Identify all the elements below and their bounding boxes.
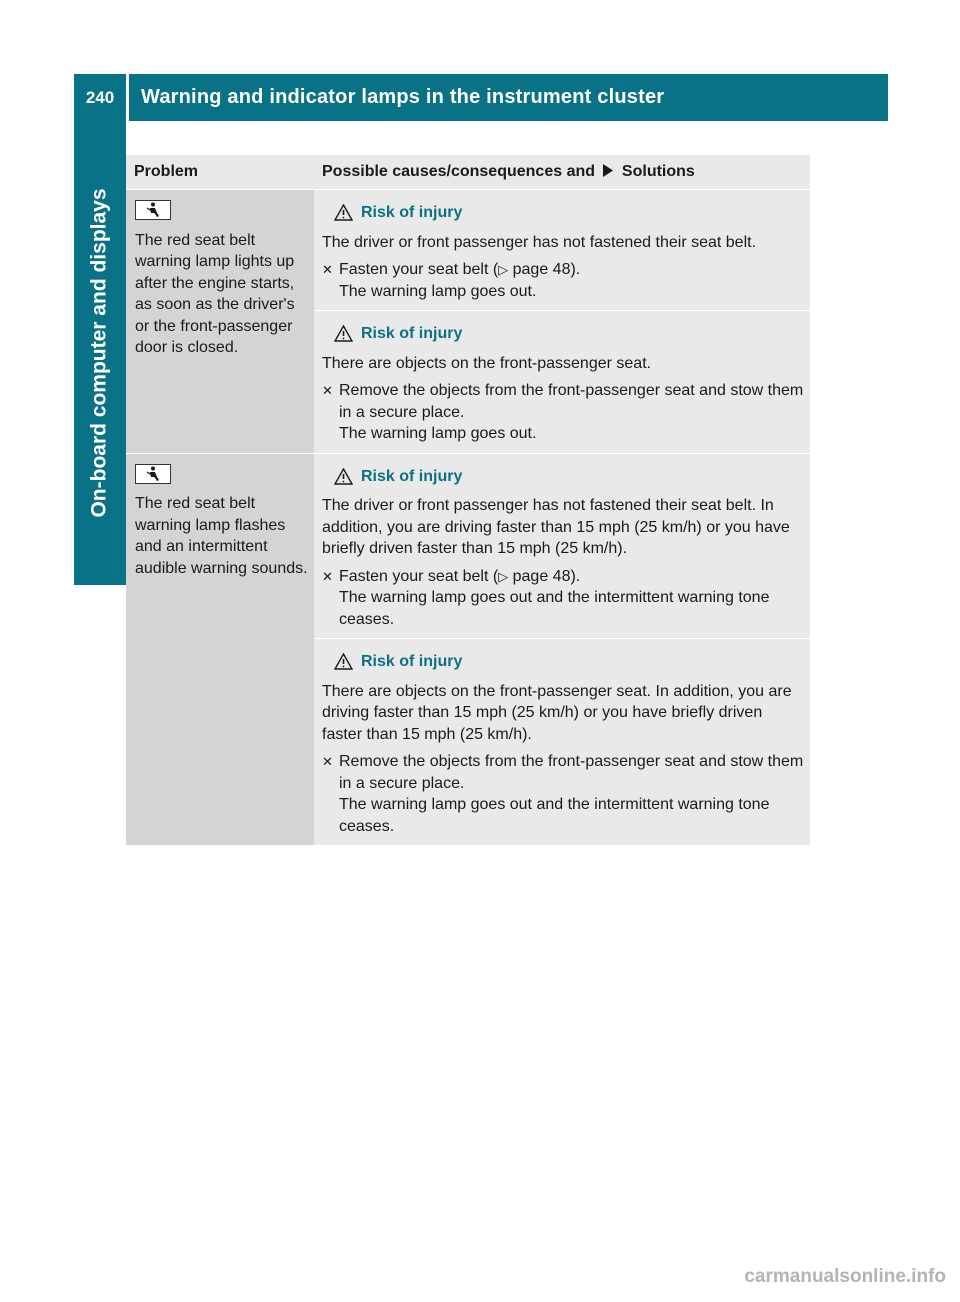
problem-text: The red seat belt warning lamp lights up after the engine starts, as soon as the driver's or the front-passenger door is closed. xyxy=(135,231,295,356)
step-text: Remove the objects from the front-passenger seat and stow them in a secure place. xyxy=(339,382,804,421)
side-tab-label-wrap xyxy=(74,121,126,585)
step-arrow-icon: ✕ xyxy=(322,262,333,277)
warning-triangle-icon xyxy=(334,653,353,670)
warning-table xyxy=(126,155,810,845)
step-arrow-icon: ✕ xyxy=(322,383,333,398)
solution-cell xyxy=(314,311,810,454)
step-text: Fasten your seat belt ( xyxy=(339,567,499,585)
col-header-solutions-text: Solutions xyxy=(621,163,695,180)
warning-triangle-icon xyxy=(334,204,353,221)
step-body xyxy=(339,259,804,302)
risk-label: Risk of injury xyxy=(361,325,463,342)
problem-text: The red seat belt warning lamp flashes and an intermittent audible warning sounds. xyxy=(135,495,308,577)
action-step xyxy=(322,751,804,837)
step-arrow-icon: ✕ xyxy=(322,754,333,769)
watermark: carmanualsonline.info xyxy=(744,1266,946,1287)
action-step xyxy=(322,566,804,631)
step-page-ref: page 48). xyxy=(508,261,581,278)
seat-belt-icon xyxy=(135,464,171,484)
page-number: 240 xyxy=(74,74,129,121)
cause-text: There are objects on the front-passenger seat. xyxy=(322,354,652,372)
result-text: The warning lamp goes out. xyxy=(339,425,537,442)
risk-heading xyxy=(334,466,804,488)
step-page-ref: page 48). xyxy=(508,567,581,585)
step-body xyxy=(339,566,804,631)
solution-cell xyxy=(314,453,810,639)
page-ref-icon: ▷ xyxy=(498,568,509,584)
solution-cell xyxy=(314,190,810,311)
side-tab-label: On-board computer and displays xyxy=(88,188,111,518)
table-row xyxy=(126,453,810,639)
page-title: Warning and indicator lamps in the instrument cluster xyxy=(141,86,665,108)
result-text: The warning lamp goes out and the intermittent warning tone ceases. xyxy=(339,589,770,628)
seat-belt-icon xyxy=(135,200,171,220)
risk-label: Risk of injury xyxy=(361,467,463,485)
problem-cell xyxy=(126,453,314,845)
col-header-causes xyxy=(314,155,810,190)
action-step xyxy=(322,259,804,302)
step-body xyxy=(339,751,804,837)
step-arrow-icon: ✕ xyxy=(322,568,333,584)
risk-heading xyxy=(334,651,804,673)
step-text: Remove the objects from the front-passenger seat and stow them in a secure place. xyxy=(339,753,804,792)
risk-label: Risk of injury xyxy=(361,653,463,670)
risk-heading xyxy=(334,202,804,224)
step-text: Fasten your seat belt ( xyxy=(339,261,499,278)
cause-text: There are objects on the front-passenger seat. In addition, you are driving faster than 15 mph (25 km/h) or you have briefly driven faster than 15 mph (25 km/h). xyxy=(322,682,792,743)
col-header-causes-text: Possible causes/consequences and xyxy=(322,163,596,180)
col-header-problem: Problem xyxy=(126,155,314,190)
step-body xyxy=(339,380,804,445)
table-row xyxy=(126,190,810,311)
cause-text: The driver or front passenger has not fastened their seat belt. xyxy=(322,233,757,251)
solution-cell xyxy=(314,639,810,846)
result-text: The warning lamp goes out. xyxy=(339,282,537,300)
warning-triangle-icon xyxy=(334,468,353,485)
risk-label: Risk of injury xyxy=(361,204,463,221)
risk-heading xyxy=(334,323,804,345)
problem-cell xyxy=(126,190,314,454)
warning-triangle-icon xyxy=(334,325,353,342)
action-step xyxy=(322,380,804,445)
page-header xyxy=(74,74,888,121)
page-ref-icon: ▷ xyxy=(498,262,509,277)
play-arrow-icon xyxy=(602,164,614,177)
cause-text: The driver or front passenger has not fastened their seat belt. In addition, you are driving faster than 15 mph (25 km/h) or you have briefly driven faster than 15 mph (25 km/h). xyxy=(322,497,790,557)
result-text: The warning lamp goes out and the intermittent warning tone ceases. xyxy=(339,796,770,835)
table-header-row xyxy=(126,155,810,190)
